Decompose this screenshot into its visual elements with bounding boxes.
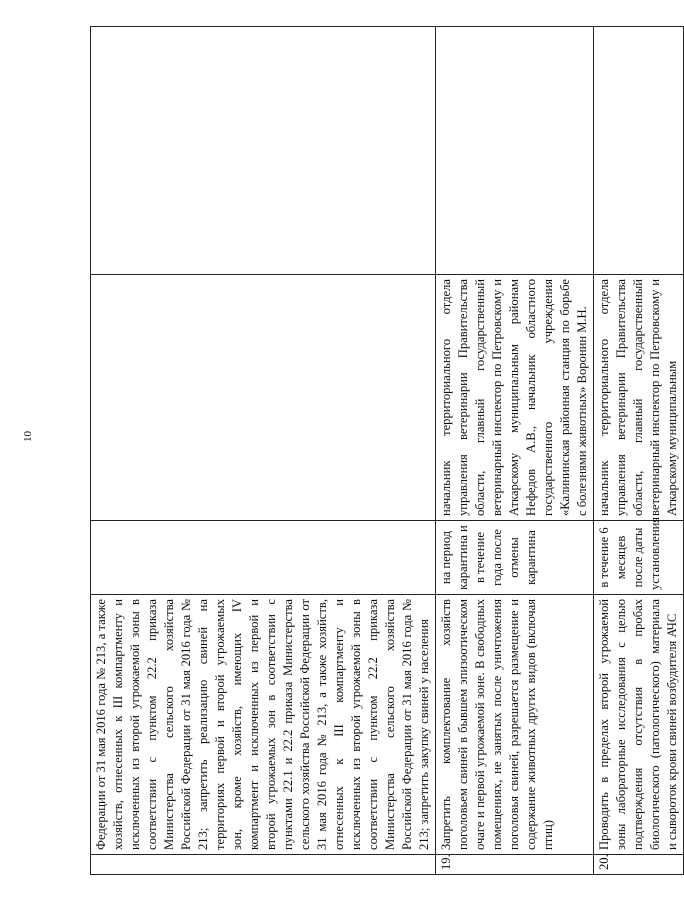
row-number-cell (91, 855, 436, 875)
responsible-cell: начальник территориального отдела управления ветеринарии Правительства области, главный государственный ветеринарный инспектор по Петровскому и Аткарскому муниципальным районам Нефедов А.В., начальник областного государственного учреждения «Калининская районная станция по борьбе с болезнями животных» Воронин М.Н. (436, 275, 594, 521)
term-cell: на период карантина и в течение года после отмены карантина (436, 521, 594, 595)
responsible-cell (91, 275, 436, 521)
row-number-cell: 19. (436, 855, 594, 875)
term-cell (91, 521, 436, 595)
note-cell (594, 27, 684, 275)
table-row (91, 27, 436, 875)
row-number-cell: 20. (594, 855, 684, 875)
term-cell: в течение 6 месяцев после даты установления (594, 521, 684, 595)
note-cell (91, 27, 436, 275)
measures-table (90, 26, 684, 875)
measure-cell: Проводить в пределах второй угрожаемой зоны лабораторные исследования с целью подтверждения отсутствия в пробах биологического (патологического) материала и сывороток крови свиней возбудителя АЧС (594, 595, 684, 855)
page-number: 10 (22, 431, 34, 442)
table-row (436, 27, 594, 875)
note-cell (436, 27, 594, 275)
responsible-cell: начальник территориального отдела управления ветеринарии Правительства области, главный государственный ветеринарный инспектор по Петровскому и Аткарскому муниципальным (594, 275, 684, 521)
measure-cell: Запретить комплектование хозяйств поголовьем свиней в бывшем эпизоотическом очаге и первой угрожаемой зоне. В свободных помещениях, не занятых после уничтожения поголовья свиней, разрешается размещение и содержание животных других видов (включая птиц) (436, 595, 594, 855)
table-row (594, 27, 684, 875)
measure-cell: Федерации от 31 мая 2016 года № 213, а также хозяйств, отнесенных к III компартменту и исключенных из второй угрожаемой зоны в соответствии с пунктом 22.2 приказа Министерства сельского хозяйства Российской Федерации от 31 мая 2016 года № 213; запретить реализацию свиней на территориях первой и второй угрожаемых зон, кроме хозяйств, имеющих IV компартмент и исключенных из первой и второй угрожаемых зон в соответствии с пунктами 22.1 и 22.2 приказа Министерства сельского хозяйства Российской Федерации от 31 мая 2016 года № 213, а также хозяйств, отнесенных к III компартменту и исключенных из второй угрожаемой зоны в соответствии с пунктом 22.2 приказа Министерства сельского хозяйства Российской Федерации от 31 мая 2016 года № 213; запретить закупку свиней у населения (91, 595, 436, 855)
